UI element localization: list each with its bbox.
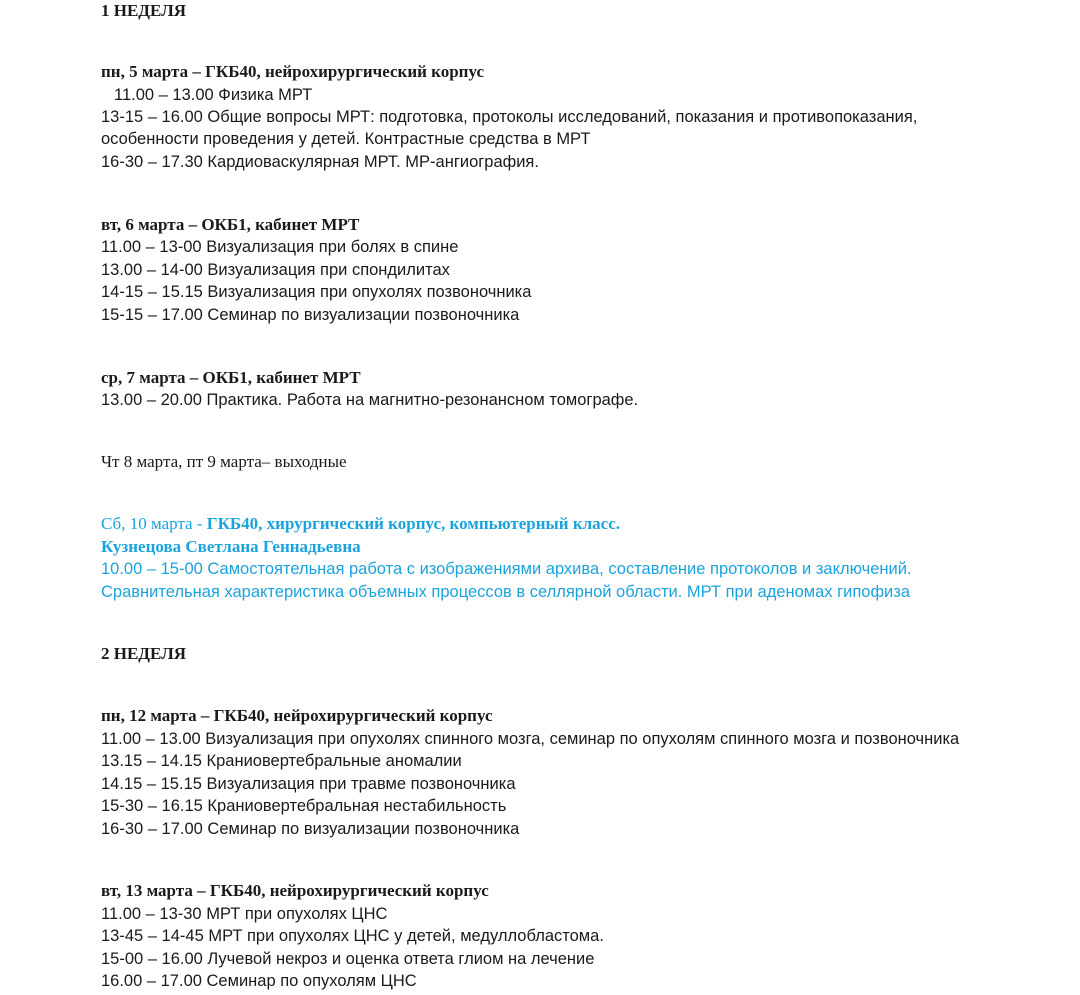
schedule-item: 13.00 – 20.00 Практика. Работа на магнитно-резонансном томографе. xyxy=(101,391,639,409)
schedule-item: 16.00 – 17.00 Семинар по опухолям ЦНС xyxy=(101,972,417,990)
week-1-wednesday-title: ср, 7 марта – ОКБ1, кабинет МРТ xyxy=(101,368,361,387)
schedule-item: 16-30 – 17.30 Кардиоваскулярная МРТ. МР-ангиография. xyxy=(101,153,539,171)
schedule-item: 11.00 – 13.00 Визуализация при опухолях спинного мозга, семинар по опухолям спинного мозга и позвоночника xyxy=(101,730,960,748)
saturday-date: Сб, 10 марта - xyxy=(101,514,207,533)
schedule-item: 13-15 – 16.00 Общие вопросы МРТ: подготовка, протоколы исследований, показания и противопоказания, xyxy=(101,108,918,126)
week-2-monday-title: пн, 12 марта – ГКБ40, нейрохирургический корпус xyxy=(101,706,493,725)
schedule-item: 13.00 – 14-00 Визуализация при спондилитах xyxy=(101,261,450,279)
schedule-item: 16-30 – 17.00 Семинар по визуализации позвоночника xyxy=(101,820,520,838)
week-1-heading: 1 НЕДЕЛЯ xyxy=(101,1,187,20)
schedule-item: 11.00 – 13-00 Визуализация при болях в спине xyxy=(101,238,459,256)
schedule-item: Сравнительная характеристика объемных процессов в селлярной области. МРТ при аденомах гипофиза xyxy=(101,583,911,601)
schedule-item: особенности проведения у детей. Контрастные средства в МРТ xyxy=(101,130,591,148)
schedule-item: 15-00 – 16.00 Лучевой некроз и оценка ответа глиом на лечение xyxy=(101,950,595,968)
schedule-item: 14-15 – 15.15 Визуализация при опухолях позвоночника xyxy=(101,283,532,301)
week-1-saturday-title xyxy=(101,513,620,535)
schedule-item: 13-45 – 14-45 МРТ при опухолях ЦНС у детей, медуллобластома. xyxy=(101,927,604,945)
holidays-note: Чт 8 марта, пт 9 марта– выходные xyxy=(101,452,347,471)
schedule-item: 15-15 – 17.00 Семинар по визуализации позвоночника xyxy=(101,306,520,324)
week-1-monday-title: пн, 5 марта – ГКБ40, нейрохирургический корпус xyxy=(101,62,484,81)
schedule-item: 14.15 – 15.15 Визуализация при травме позвоночника xyxy=(101,775,516,793)
week-2-heading: 2 НЕДЕЛЯ xyxy=(101,644,187,663)
schedule-item: 13.15 – 14.15 Краниовертебральные аномалии xyxy=(101,752,462,770)
week-1-tuesday-title: вт, 6 марта – ОКБ1, кабинет МРТ xyxy=(101,215,360,234)
saturday-location: ГКБ40, хирургический корпус, компьютерный класс. xyxy=(206,514,621,533)
schedule-item: 15-30 – 16.15 Краниовертебральная нестабильность xyxy=(101,797,507,815)
schedule-item: 11.00 – 13.00 Физика МРТ xyxy=(114,86,313,104)
week-2-tuesday-title: вт, 13 марта – ГКБ40, нейрохирургический корпус xyxy=(101,881,489,900)
schedule-item: 11.00 – 13-30 МРТ при опухолях ЦНС xyxy=(101,905,388,923)
schedule-item: 10.00 – 15-00 Самостоятельная работа с изображениями архива, составление протоколов и заключений. xyxy=(101,560,912,578)
saturday-lecturer: Кузнецова Светлана Геннадьевна xyxy=(101,537,361,556)
